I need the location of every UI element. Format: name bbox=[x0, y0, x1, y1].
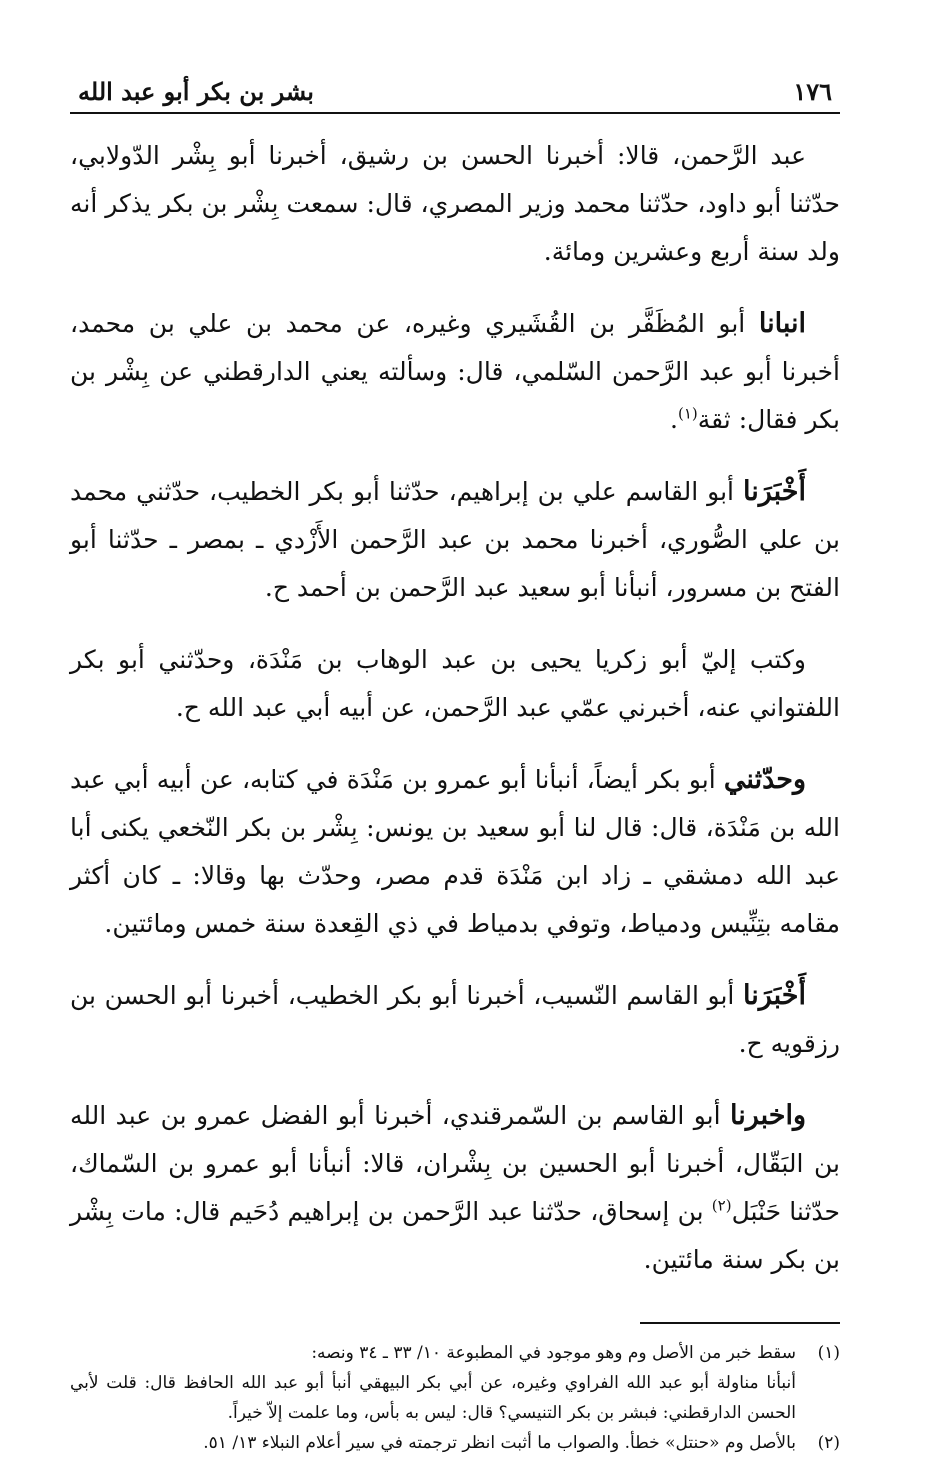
footnote-rule bbox=[640, 1322, 840, 1324]
book-page bbox=[70, 60, 840, 1458]
paragraph bbox=[70, 300, 840, 444]
paragraph-lead: وحدّثني bbox=[723, 764, 806, 795]
paragraph-lead: أَخْبَرَنا bbox=[743, 476, 806, 507]
paragraph-text: أبو القاسم بن السّمرقندي، أخبرنا أبو الفضل عمرو بن عبد الله بن البَقّال، أخبرنا أبو الحسين بن بِشْران، قالا: أنبأنا أبو عمرو بن السّماك، حدّثنا حَنْبَل bbox=[70, 1101, 840, 1226]
paragraph-tail: . bbox=[670, 405, 678, 434]
footnote-number: (٢) bbox=[817, 1433, 840, 1453]
paragraph bbox=[70, 1092, 840, 1284]
paragraph bbox=[70, 756, 840, 948]
paragraph-tail: بن إسحاق، حدّثنا عبد الرَّحمن بن إبراهيم دُحَيم قال: مات بِشْر بن بكر سنة مائتين. bbox=[70, 1197, 840, 1274]
footnote-line: أنبأنا مناولة أبو عبد الله الفراوي وغيره، عن أبي بكر البيهقي أنبأ أبو عبد الله الحافظ قال: قلت لأبي الحسن الدارقطني: فبشر بن بكر التنيسي؟ قال: ليس به بأس، وما علمت إلاّ خيراً. bbox=[70, 1373, 796, 1423]
footnote-ref: (١) bbox=[677, 404, 698, 423]
header-rule bbox=[70, 112, 840, 114]
paragraph-lead: انبانا bbox=[758, 308, 806, 339]
page-number: ١٧٦ bbox=[793, 77, 832, 106]
footnote-number: (١) bbox=[817, 1343, 840, 1363]
paragraph-lead: واخبرنا bbox=[729, 1100, 806, 1131]
paragraph-text: عبد الرَّحمن، قالا: أخبرنا الحسن بن رشيق، أخبرنا أبو بِشْر الدّولابي، حدّثنا أبو داود، حدّثنا محمد وزير المصري، قال: سمعت بِشْر بن بكر يذكر أنه ولد سنة أربع وعشرين ومائة. bbox=[70, 141, 840, 266]
paragraph-text: أبو المُظَفَّر بن القُشَيري وغيره، عن محمد بن علي بن محمد، أخبرنا أبو عبد الرَّحمن السّلمي، قال: وسألته يعني الدارقطني عن بِشْر بن بكر فقال: ثقة bbox=[70, 309, 840, 434]
footnote bbox=[70, 1338, 840, 1428]
footnote-body bbox=[70, 1338, 796, 1428]
paragraph bbox=[70, 636, 840, 732]
paragraph bbox=[70, 468, 840, 612]
footnote bbox=[70, 1428, 840, 1458]
paragraph-text: أبو بكر أيضاً، أنبأنا أبو عمرو بن مَنْدَة في كتابه، عن أبيه أبي عبد الله بن مَنْدَة، قال: قال لنا أبو سعيد بن يونس: بِشْر بن بكر النّخعي يكنى أبا عبد الله دمشقي ـ زاد ابن مَنْدَة قدم مصر، وحدّث بها وقالا: ـ كان أكثر مقامه بتِنِّيس ودمياط، وتوفي بدمياط في ذي القِعدة سنة خمس ومائتين. bbox=[70, 765, 840, 938]
footnote-line: بالأصل وم «حنتل» خطأ. والصواب ما أثبت انظر ترجمته في سير أعلام النبلاء ١٣/ ٥١. bbox=[203, 1433, 796, 1453]
footnote-rule-wrap bbox=[70, 1308, 840, 1338]
paragraph-lead: أَخْبَرَنا bbox=[743, 980, 806, 1011]
paragraph-text: أبو القاسم علي بن إبراهيم، حدّثنا أبو بكر الخطيب، حدّثني محمد بن علي الصُّوري، أخبرنا محمد بن عبد الرَّحمن الأَزْدي ـ بمصر ـ حدّثنا أبو الفتح بن مسرور، أنبأنا أبو سعيد عبد الرَّحمن بن أحمد ح. bbox=[70, 477, 840, 602]
paragraph bbox=[70, 132, 840, 276]
footnote-ref: (٢) bbox=[711, 1196, 732, 1215]
paragraph bbox=[70, 972, 840, 1068]
footnote-line: سقط خبر من الأصل وم وهو موجود في المطبوعة ١٠/ ٣٣ ـ ٣٤ ونصه: bbox=[311, 1343, 796, 1363]
running-title: بشر بن بكر أبو عبد الله bbox=[78, 77, 314, 106]
running-head bbox=[70, 60, 840, 106]
footnotes bbox=[70, 1338, 840, 1458]
paragraph-text: وكتب إليّ أبو زكريا يحيى بن عبد الوهاب بن مَنْدَة، وحدّثني أبو بكر اللفتواني عنه، أخبرني عمّي عبد الرَّحمن، عن أبيه أبي عبد الله ح. bbox=[70, 645, 840, 722]
footnote-body bbox=[70, 1428, 796, 1458]
paragraph-text: أبو القاسم النّسيب، أخبرنا أبو بكر الخطيب، أخبرنا أبو الحسن بن رزقويه ح. bbox=[70, 981, 840, 1058]
main-text bbox=[70, 132, 840, 1284]
